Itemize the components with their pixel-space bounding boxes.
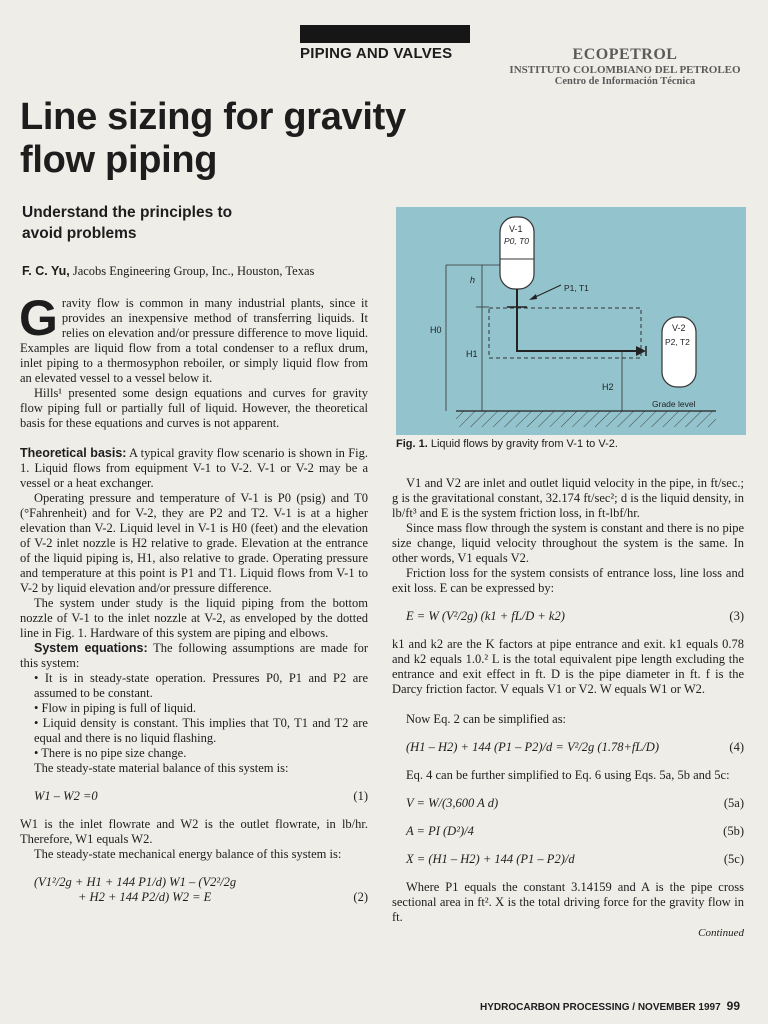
library-stamp: [500, 46, 750, 87]
p1-label: P1, T1: [564, 283, 589, 293]
equation-text: V = W/(3,600 A d): [406, 796, 499, 810]
subtitle-line-1: Understand the principles to: [22, 204, 233, 221]
title-line-2: flow piping: [20, 139, 218, 181]
paragraph: Now Eq. 2 can be simplified as:: [406, 712, 567, 726]
equation-text: (V1²/2g + H1 + 144 P1/d) W1 – (V2²/2g: [34, 875, 237, 889]
equation-text: + H2 + 144 P2/d) W2 = E: [78, 890, 212, 904]
column-left: [19, 290, 369, 905]
bullet-item: • It is in steady-state operation. Pressures P0, P1 and P2 are assumed to be constant.: [34, 671, 368, 700]
stamp-line-1: ECOPETROL: [572, 46, 678, 63]
figure-caption-text: Liquid flows by gravity from V-1 to V-2.: [430, 438, 618, 450]
author-affiliation: Jacobs Engineering Group, Inc., Houston, Texas: [72, 264, 315, 278]
h1-label: H1: [466, 349, 478, 359]
intro-paragraph: ravity flow is common in many industrial plants, since it provides an inexpensive method of transferring liquids. It relies on elevation and/or pressure difference to move liquid. Examples are liquid flow from a total condenser to a reflux drum, inlet piping to a thermosyphon reboiler, or simply liquid flow from an elevated vessel to a vessel below it.: [20, 296, 368, 385]
paragraph: The steady-state material balance of this system is:: [34, 761, 289, 775]
paragraph: A typical gravity flow scenario is shown in Fig. 1. Liquid flows from equipment V-1 to V-2. V-1 or V-2 may be a vessel or a heat exchanger.: [20, 446, 368, 490]
equation-5a: [392, 796, 744, 811]
ground: [456, 411, 716, 427]
author-name: F. C. Yu,: [22, 264, 70, 278]
h2-label: H2: [602, 382, 614, 392]
equation-text: E = W (V²/2g) (k1 + fL/D + k2): [406, 609, 565, 623]
equation-number: (5a): [723, 796, 744, 810]
v1-conditions: P0, T0: [504, 236, 530, 246]
paragraph: Eq. 4 can be further simplified to Eq. 6 using Eqs. 5a, 5b and 5c:: [406, 768, 730, 782]
figure-caption-label: Fig. 1.: [396, 438, 428, 450]
article-title: [20, 96, 540, 182]
equation-number: (3): [729, 609, 744, 623]
liquid-pipe: [517, 307, 636, 351]
figure-caption: [396, 438, 618, 450]
bullet-item: • There is no pipe size change.: [34, 746, 187, 760]
equation-text: (H1 – H2) + 144 (P1 – P2)/d = V²/2g (1.78+fL/D): [406, 740, 659, 754]
title-line-1: Line sizing for gravity: [20, 96, 406, 138]
paragraph: Since mass flow through the system is constant and there is no pipe size change, liquid velocity throughout the system is the same. In other words, V1 equals V2.: [392, 521, 744, 565]
paragraph: The steady-state mechanical energy balance of this system is:: [34, 847, 342, 861]
paragraph: W1 is the inlet flowrate and W2 is the outlet flowrate, in lb/hr. Therefore, W1 equals W2.: [20, 817, 368, 846]
drop-cap: G: [19, 290, 58, 346]
equation-2: [20, 875, 368, 905]
paragraph: Hills¹ presented some design equations and curves for gravity flow piping full or partially full of liquid. However, the theoretical basis for these equations and curves is not apparent.: [20, 386, 368, 430]
equation-number: (5c): [723, 852, 744, 866]
equation-3: [392, 609, 744, 624]
byline: [22, 264, 382, 279]
grade-label: Grade level: [652, 399, 696, 409]
v2-conditions: P2, T2: [665, 337, 690, 347]
v2-label: V-2: [672, 323, 686, 333]
section-label: PIPING AND VALVES: [300, 45, 453, 62]
paragraph: Friction loss for the system consists of entrance loss, line loss and exit loss. E can be expressed by:: [392, 566, 744, 595]
continued-label: Continued: [698, 927, 744, 939]
column-right: [392, 476, 744, 941]
stamp-line-3: Centro de Información Técnica: [554, 76, 696, 87]
bullet-item: • Liquid density is constant. This implies that T0, T1 and T2 are equal and there is no liquid flashing.: [34, 716, 368, 745]
gravity-flow-diagram: [396, 207, 746, 435]
bullet-item: • Flow in piping is full of liquid.: [34, 701, 197, 715]
equation-4: [392, 740, 744, 755]
section-heading-system: System equations:: [34, 641, 148, 655]
paragraph: Operating pressure and temperature of V-1 is P0 (psig) and T0 (°Fahrenheit) and for V-2, they are P2 and T2. V-1 is at a higher elevation than V-2. Liquid level in V-1 is H0 (feet) and the elevation of V-2 inlet nozzle is H2 relative to grade. Elevation at the entrance of the liquid piping is, H1, also relative to grade. Operating pressure and temperature at this point is P1 and T1. Liquid flows from V-1 to V-2 by liquid elevation and/or pressure difference.: [20, 491, 368, 595]
page-number: 99: [726, 999, 740, 1013]
equation-text: X = (H1 – H2) + 144 (P1 – P2)/d: [406, 852, 575, 866]
equation-number: (4): [729, 740, 744, 754]
p1-arrowhead: [529, 294, 537, 300]
section-heading-theory: Theoretical basis:: [20, 446, 127, 460]
journal-name: HYDROCARBON PROCESSING / NOVEMBER 1997: [480, 1002, 721, 1013]
page-footer: [440, 999, 740, 1013]
paragraph: Where P1 equals the constant 3.14159 and A is the pipe cross sectional area in ft². X is the total driving force for the gravity flow in ft.: [392, 880, 744, 924]
paragraph: k1 and k2 are the K factors at pipe entrance and exit. k1 equals 0.78 and k2 equals 1.0.² L is the total equivalent pipe length excluding the entrance and exit effect in ft. D is the pipe diameter in ft. f is the Darcy friction factor. V equals V1 or V2. W equals W1 or W2.: [392, 637, 744, 696]
equation-number: (2): [353, 890, 368, 904]
equation-text: W1 – W2 =0: [34, 789, 98, 803]
h0-label: H0: [430, 325, 442, 335]
equation-5c: [392, 852, 744, 867]
subtitle-line-2: avoid problems: [22, 225, 137, 242]
v1-label: V-1: [509, 224, 523, 234]
h-label: h: [470, 275, 476, 285]
paragraph: The following assumptions are made for this system:: [20, 641, 369, 670]
section-bar: [300, 25, 470, 43]
equation-number: (5b): [723, 824, 744, 838]
stamp-line-2: INSTITUTO COLOMBIANO DEL PETROLEO: [509, 64, 741, 76]
equation-number: (1): [353, 789, 368, 803]
paragraph: The system under study is the liquid piping from the bottom nozzle of V-1 to the inlet nozzle at V-2, as enveloped by the dotted line in Fig. 1. Hardware of this system are piping and elbows.: [20, 596, 368, 640]
paragraph: V1 and V2 are inlet and outlet liquid velocity in the pipe, in ft/sec.; g is the gravitational constant, 32.174 ft/sec²; d is the liquid density, in lb/ft³ and E is the system friction loss, in ft-lbf/hr.: [392, 476, 744, 520]
figure-1: [396, 207, 746, 435]
equation-5b: [392, 824, 744, 839]
article-subtitle: [22, 202, 322, 244]
equation-text: A = PI (D²)/4: [406, 824, 474, 838]
equation-1: [20, 789, 368, 804]
